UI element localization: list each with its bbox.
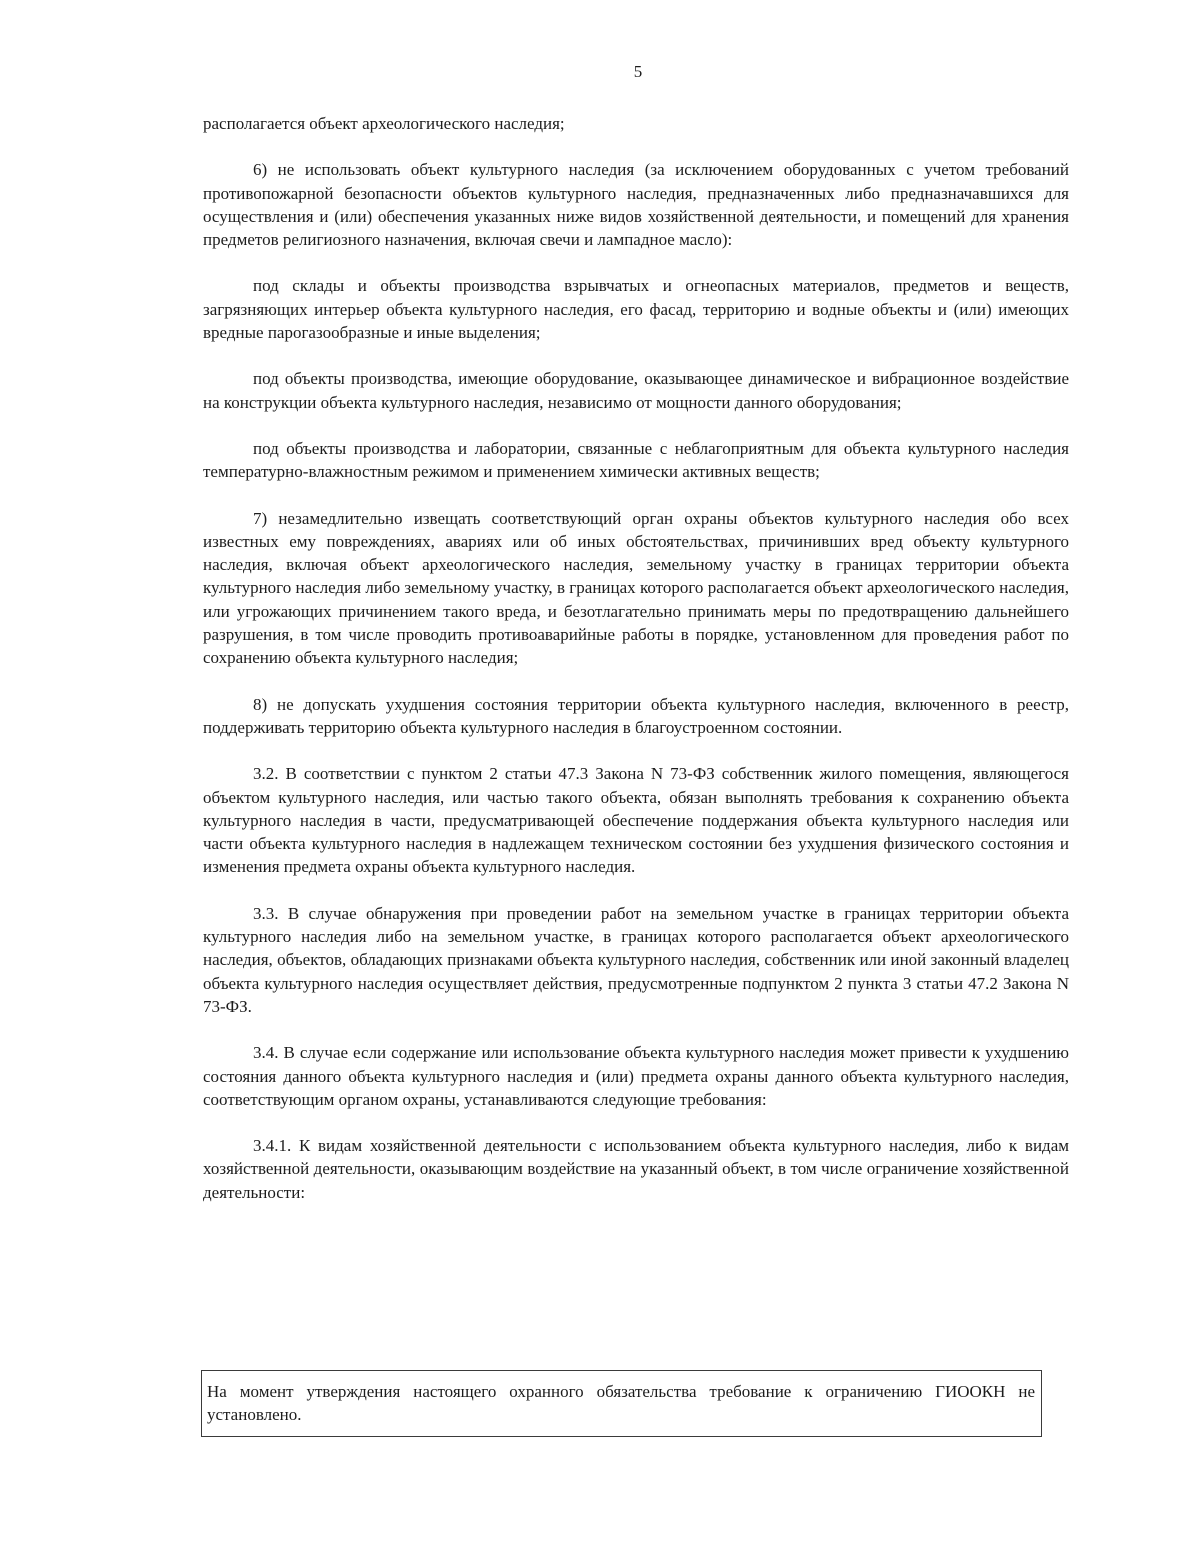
paragraph-3-4-1: 3.4.1. К видам хозяйственной деятельности с использованием объекта культурного наследия, либо к видам хозяйственной деятельности, оказывающим воздействие на указанный объект, в том числе ограничение хозяйственной деятельности: [203,1136,1069,1202]
document-body [203,112,1069,1227]
notice-box [201,1370,1042,1437]
paragraph-item-8: 8) не допускать ухудшения состояния территории объекта культурного наследия, включенного в реестр, поддерживать территорию объекта культурного наследия в благоустроенном состоянии. [203,694,1069,737]
paragraph-3-2: 3.2. В соответствии с пунктом 2 статьи 47.3 Закона N 73-ФЗ собственник жилого помещения, являющегося объектом культурного наследия, или частью такого объекта, обязан выполнять требования к сохранению объекта культурного наследия в части, предусматривающей обеспечение поддержания объекта культурного наследия или части объекта культурного наследия в надлежащем техническом состоянии без ухудшения физического состояния и изменения предмета охраны объекта культурного наследия. [203,764,1069,877]
paragraph-item-6: 6) не использовать объект культурного наследия (за исключением оборудованных с учетом требований противопожарной безопасности объектов культурного наследия, предназначенных либо предназначавшихся для осуществления и (или) обеспечения указанных ниже видов хозяйственной деятельности, и помещений для хранения предметов религиозного назначения, включая свечи и лампадное масло): [203,160,1069,250]
paragraph-item-7: 7) незамедлительно извещать соответствующий орган охраны объектов культурного наследия обо всех известных ему повреждениях, авариях или об иных обстоятельствах, причинивших вред объекту культурного наследия, включая объект археологического наследия, земельному участку в границах территории объекта культурного наследия либо земельному участку, в границах которого располагается объект археологического наследия, или угрожающих причинением такого вреда, и безотлагательно принимать меры по предотвращению дальнейшего разрушения, в том числе проводить противоаварийные работы в порядке, установленном для проведения работ по сохранению объекта культурного наследия; [203,508,1069,668]
paragraph-continuation: располагается объект археологического наследия; [203,114,565,133]
paragraph-3-3: 3.3. В случае обнаружения при проведении работ на земельном участке в границах территории объекта культурного наследия либо на земельном участке, в границах которого располагается объект археологического наследия, объектов, обладающих признаками объекта культурного наследия, собственник или иной законный владелец объекта культурного наследия осуществляет действия, предусмотренные подпунктом 2 пункта 3 статьи 47.2 Закона N 73-ФЗ. [203,903,1069,1016]
paragraph-warehouses: под склады и объекты производства взрывчатых и огнеопасных материалов, предметов и веществ, загрязняющих интерьер объекта культурного наследия, его фасад, территорию и водные объекты и (или) имеющих вредные парогазообразные и иные выделения; [203,276,1069,343]
page-number: 5 [633,62,643,81]
notice-text: На момент утверждения настоящего охранного обязательства требование к ограничению ГИООКН не установлено. [207,1382,1035,1425]
paragraph-production-vibration: под объекты производства, имеющие оборудование, оказывающее динамическое и вибрационное воздействие на конструкции объекта культурного наследия, независимо от мощности данного оборудования; [203,369,1069,412]
paragraph-laboratories: под объекты производства и лаборатории, связанные с неблагоприятным для объекта культурного наследия температурно-влажностным режимом и применением химически активных веществ; [203,438,1069,482]
paragraph-3-4: 3.4. В случае если содержание или использование объекта культурного наследия может привести к ухудшению состояния данного объекта культурного наследия и (или) предмета охраны данного объекта культурного наследия, соответствующим органом охраны, устанавливаются следующие требования: [203,1043,1069,1109]
